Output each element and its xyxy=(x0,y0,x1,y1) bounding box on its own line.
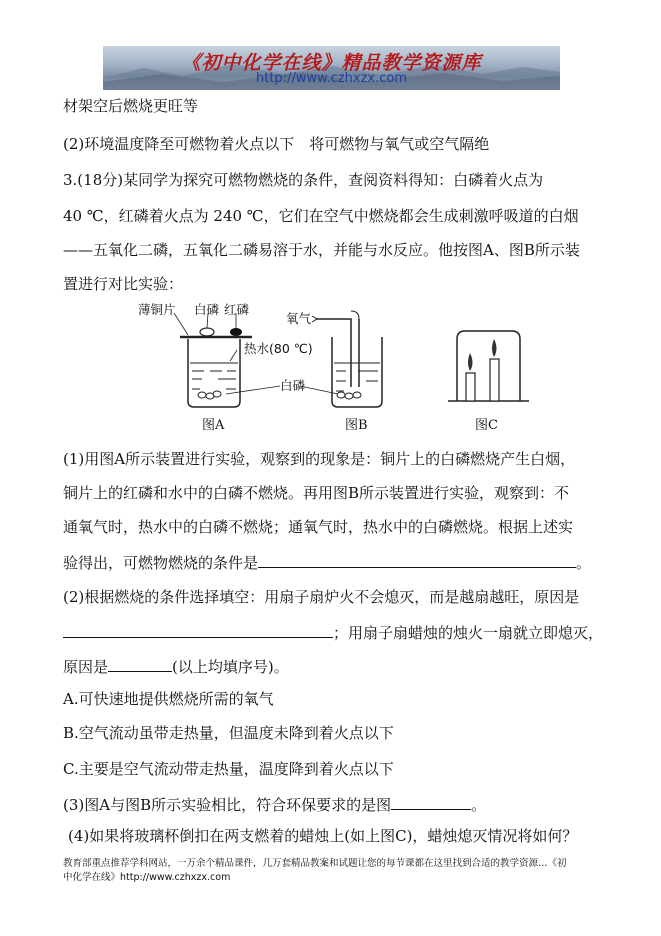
header-banner xyxy=(103,46,560,90)
label-figure-a: 图A xyxy=(202,418,225,433)
answer-blank-1[interactable] xyxy=(258,551,576,568)
question-2-text: ；用扇子扇蜡烛的烛火一扇就立即熄灭， xyxy=(333,624,604,642)
text-line: 置进行对比实验： xyxy=(63,275,184,293)
option-b: B.空气流动虽带走热量，但温度未降到着火点以下 xyxy=(63,724,394,742)
question-1-line: (1)用图A所示装置进行实验，观察到的现象是：铜片上的白磷燃烧产生白烟， xyxy=(63,450,576,468)
punctuation: 。 xyxy=(576,554,592,572)
banner-url[interactable]: http://www.czhxzx.com xyxy=(256,71,407,86)
question-2-reason: 原因是 xyxy=(63,658,109,676)
red-phosphorus xyxy=(230,328,242,336)
candle-tall xyxy=(490,359,499,401)
question-2-answer-line xyxy=(63,621,603,643)
experiment-figure xyxy=(130,301,530,437)
flame-icon xyxy=(468,353,473,371)
text-line: (2)环境温度降至可燃物着火点以下 将可燃物与氧气或空气隔绝 xyxy=(63,135,490,153)
question-2-line: (2)根据燃烧的条件选择填空：用扇子扇炉火不会熄灭，而是越扇越旺，原因是 xyxy=(63,588,580,606)
footer-line: 教育部重点推荐学科网站，一万余个精品课件，几万套精品教案和试题让您的每节课都在这里找到合适的教学资源…《初 xyxy=(63,858,567,869)
flame-icon xyxy=(492,339,497,357)
white-phosphorus xyxy=(200,328,214,336)
label-red-phosphorus: 红磷 xyxy=(224,302,250,317)
question-3-prompt: (3)图A与图B所示实验相比，符合环保要求的是图 xyxy=(63,796,392,814)
text-line: 材架空后燃烧更旺等 xyxy=(63,97,199,115)
footer-link[interactable]: 中化学在线》http://www.czhxzx.com xyxy=(63,872,231,883)
punctuation: 。 xyxy=(471,796,487,814)
text-line: 40 ℃，红磷着火点为 240 ℃，它们在空气中燃烧都会生成刺激呼吸道的白烟 xyxy=(63,207,579,225)
label-copper-sheet: 薄铜片 xyxy=(138,302,176,317)
question-1-line: 铜片上的红磷和水中的白磷不燃烧。再用图B所示装置进行实验，观察到：不 xyxy=(63,484,570,502)
oxygen-tube xyxy=(316,319,351,387)
question-1-answer-line xyxy=(63,551,591,573)
option-a: A.可快速地提供燃烧所需的氧气 xyxy=(63,690,274,708)
question-2-answer-line-2 xyxy=(63,655,289,677)
label-hot-water: 热水(80 ℃) xyxy=(244,341,313,356)
candle-short xyxy=(466,373,475,401)
answer-blank-3[interactable] xyxy=(391,793,471,810)
option-c: C.主要是空气流动带走热量，温度降到着火点以下 xyxy=(63,760,394,778)
label-figure-b: 图B xyxy=(345,418,368,433)
question-3-line xyxy=(63,793,486,815)
banner-title: 《初中化学在线》精品教学资源库 xyxy=(181,52,482,74)
answer-blank-2b[interactable] xyxy=(108,655,172,672)
label-white-phosphorus: 白磷 xyxy=(194,302,220,317)
question-1-prompt: 验得出，可燃物燃烧的条件是 xyxy=(63,554,259,572)
question-1-line: 通氧气时，热水中的白磷不燃烧；通氧气时，热水中的白磷燃烧。根据上述实 xyxy=(63,518,574,536)
label-white-phosphorus-water: 白磷 xyxy=(280,378,306,393)
text-line: ——五氧化二磷，五氧化二磷易溶于水，并能与水反应。他按图A、图B所示装 xyxy=(63,241,580,259)
question-2-note: (以上均填序号)。 xyxy=(172,658,289,676)
question-3-intro: 3.(18分)某同学为探究可燃物燃烧的条件，查阅资料得知：白磷着火点为 xyxy=(63,171,544,189)
label-oxygen: 氧气 xyxy=(286,311,312,326)
question-4-line: (4)如果将玻璃杯倒扣在两支燃着的蜡烛上(如上图C)，蜡烛熄灭情况将如何？ xyxy=(68,827,578,845)
answer-blank-2a[interactable] xyxy=(63,621,333,638)
label-figure-c: 图C xyxy=(475,418,498,433)
